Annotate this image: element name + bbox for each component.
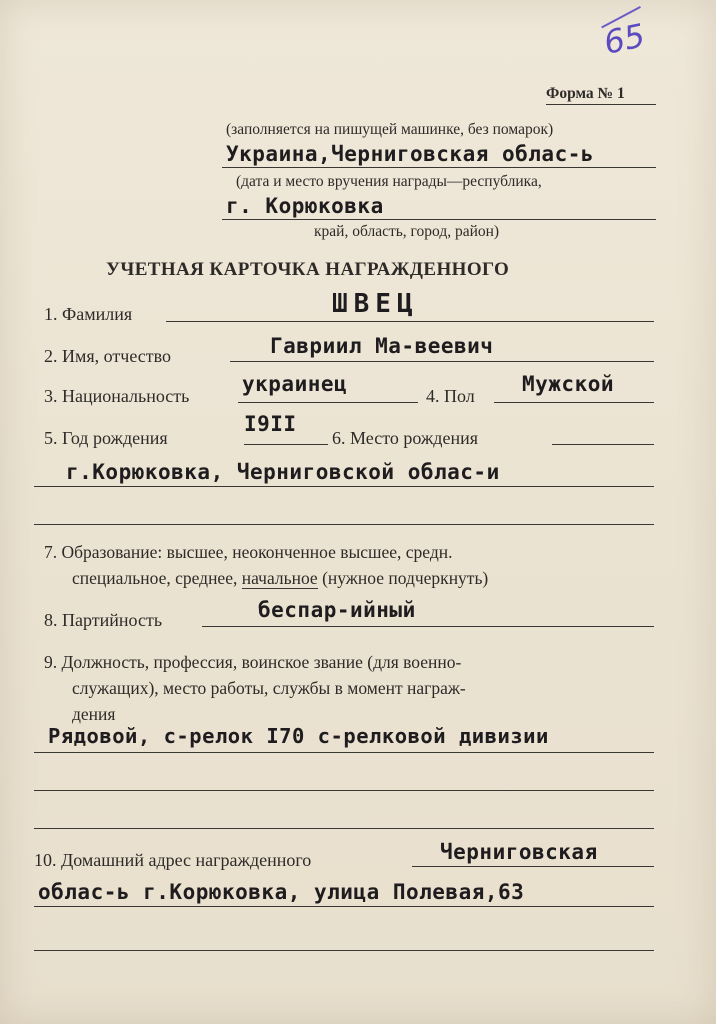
birth-year-value: I9II xyxy=(244,412,297,436)
nationality-value: украинец xyxy=(242,372,348,396)
note-region: край, область, город, район) xyxy=(314,223,500,240)
city-line xyxy=(222,219,656,220)
address-line-3 xyxy=(34,950,654,951)
birthplace-line-1 xyxy=(552,444,654,445)
name-label: 2. Имя, отчество xyxy=(44,346,172,366)
position-value: Рядовой, с-релок I70 с-релковой дивизии xyxy=(48,724,549,748)
name-value: Гавриил Ма-веевич xyxy=(270,334,494,358)
education-options-pre: специальное, среднее, xyxy=(72,568,242,588)
nationality-label: 3. Национальность xyxy=(44,386,190,406)
party-value: беспар-ийный xyxy=(258,598,416,622)
birthplace-label: 6. Место рождения xyxy=(332,428,479,448)
address-value-2: облас-ь г.Корюковка, улица Полевая,63 xyxy=(38,880,525,904)
party-line xyxy=(202,626,654,627)
position-label-3: дения xyxy=(72,704,116,724)
surname-value: ШВЕЦ xyxy=(332,289,419,319)
position-line-2 xyxy=(34,790,654,791)
education-options-post: (нужное подчеркнуть) xyxy=(317,568,489,588)
address-value-1: Черниговская xyxy=(440,840,598,864)
position-label-2: служащих), место работы, службы в момент награж- xyxy=(72,678,466,698)
name-line xyxy=(230,361,654,362)
party-label: 8. Партийность xyxy=(44,610,163,630)
surname-label: 1. Фамилия xyxy=(44,304,133,324)
note-typewriter: (заполняется на пишущей машинке, без помарок) xyxy=(226,121,554,138)
form-label: Форма № 1 xyxy=(546,85,625,102)
birthplace-value: г.Корюковка, Черниговской облас-и xyxy=(66,460,500,484)
education-label-2 xyxy=(72,568,488,588)
birthplace-line-3 xyxy=(34,524,654,525)
city-value: г. Корюковка xyxy=(226,194,384,218)
birth-year-label: 5. Год рождения xyxy=(44,428,168,448)
address-label: 10. Домашний адрес награжденного xyxy=(34,850,312,870)
form-label-underline xyxy=(546,104,656,105)
address-line-2 xyxy=(34,906,654,907)
page-number: 65 xyxy=(600,16,649,62)
position-line-3 xyxy=(34,828,654,829)
sex-value: Мужской xyxy=(522,372,615,396)
birth-year-line xyxy=(244,444,328,445)
nationality-line xyxy=(238,402,418,403)
note-date-place: (дата и место вручения награды—республика, xyxy=(236,173,542,190)
education-selected: начальное xyxy=(241,568,318,588)
surname-line xyxy=(166,321,654,322)
region-line xyxy=(222,167,656,168)
birthplace-line-2 xyxy=(34,486,654,487)
position-label-1: 9. Должность, профессия, воинское звание (для военно- xyxy=(44,652,462,672)
card-title: УЧЕТНАЯ КАРТОЧКА НАГРАЖДЕННОГО xyxy=(106,259,510,280)
sex-line xyxy=(494,402,654,403)
position-line-1 xyxy=(34,752,654,753)
sex-label: 4. Пол xyxy=(426,386,475,406)
education-label-1: 7. Образование: высшее, неоконченное высшее, средн. xyxy=(44,542,453,562)
address-line-1 xyxy=(412,866,654,867)
region-value: Украина,Черниговская облас-ь xyxy=(226,142,595,166)
